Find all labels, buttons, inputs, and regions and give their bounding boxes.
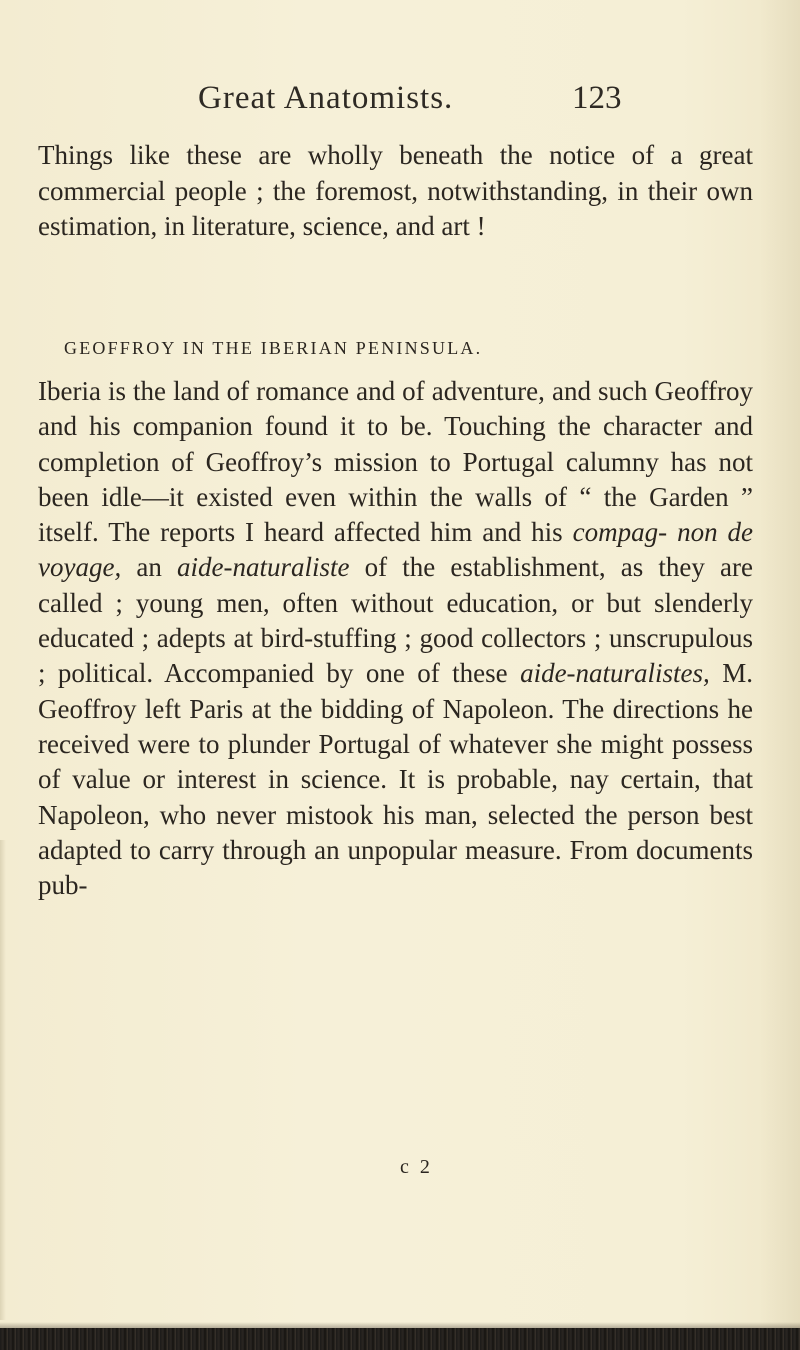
text-run: Iberia is the land of romance and of adventure, and such Geoffroy and his companion found it to be. Touching the character and completion of Geoffroy’s mission to Portugal calumny has not been idle—it existed even within the walls of “ the Garden ” itself. The reports I heard affected him and his bbox=[38, 376, 753, 548]
opening-paragraph bbox=[38, 138, 753, 245]
text-run: of the establishment, as they are called ; young men, often without education, or but slenderly educated ; adepts at bird-stuffing ; good collectors ; unscrupulous ; political. Accompanied by one of these bbox=[38, 552, 753, 689]
text-run: M. Geoffroy left Paris at the bidding of Napoleon. The directions he received were to plunder Portugal of whatever she might possess of value or interest in science. It is probable, nay certain, that Napoleon, who never mistook his man, selected the person best adapted to carry through an unpopular measure. From documents pub- bbox=[38, 658, 753, 901]
page-shadow bbox=[760, 0, 800, 1330]
page-edge bbox=[0, 840, 6, 1320]
body-paragraph bbox=[38, 374, 753, 903]
italic-term: aide-naturaliste bbox=[176, 552, 350, 583]
page-header bbox=[0, 80, 800, 120]
signature-mark: c 2 bbox=[400, 1156, 433, 1178]
paragraph-text bbox=[38, 374, 753, 903]
text-run: an bbox=[121, 552, 177, 583]
section-heading: GEOFFROY IN THE IBERIAN PENINSULA. bbox=[64, 338, 483, 358]
italic-term: aide-naturalistes, bbox=[520, 658, 710, 689]
paragraph-text: Things like these are wholly beneath the notice of a great commercial people ; the foremost, notwithstanding, in their own estimation, in literature, science, and art ! bbox=[38, 140, 753, 241]
running-head: Great Anatomists. bbox=[198, 80, 454, 116]
page-bottom-band bbox=[0, 1328, 800, 1350]
page-number: 123 bbox=[572, 80, 622, 116]
italic-term: compag- non de voyage, bbox=[38, 517, 753, 583]
